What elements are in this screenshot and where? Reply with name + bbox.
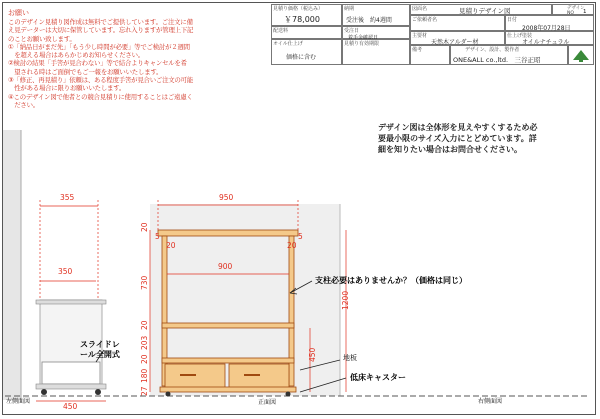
left-view-label: 左側面図	[6, 398, 31, 405]
notice-line: え見データーは大切に保管しています。忘れ入りますが管理上下記	[8, 26, 194, 35]
panel-r-label: 20	[287, 241, 297, 250]
delivery-value: 受注後 約4週間	[346, 17, 392, 24]
left-wall	[3, 130, 21, 400]
caster-icon	[166, 392, 171, 397]
notice-line: のことお願い致します。	[8, 34, 76, 43]
order-label: 受注日	[344, 28, 360, 34]
pillar-question: 支柱必要はありませんか？（価格は同じ）	[315, 276, 467, 285]
date-label: 日付	[507, 17, 518, 23]
company-value: ONE&ALL co.,ltd. 三谷正昭	[453, 56, 541, 64]
stack-dim-label: 20	[140, 354, 149, 364]
finish-value: オイルナチュラル	[522, 39, 570, 46]
drawing-name-label: 図面名	[412, 6, 428, 12]
front-view-label: 正面図	[258, 399, 277, 406]
slide-rail-line-2: ール全開式	[80, 350, 120, 359]
price-label: 見積り価格（税込み）	[273, 6, 324, 12]
stack-dim-label: 203	[140, 335, 149, 350]
notice-line: 性がある場合に限りお願いいたします。	[8, 84, 126, 93]
delivery-label: 納期	[344, 6, 355, 12]
notice-line: 望される時はご面倒でもご一報をお願いいたします。	[8, 67, 163, 76]
material-label: 主要材	[412, 33, 428, 39]
side-depth-top-label: 355	[60, 193, 75, 202]
design-no-value: 1	[583, 9, 587, 15]
date-value: 2008年07月28日	[522, 25, 571, 32]
order-value: 着手金確認日	[348, 35, 379, 41]
caster-icon	[41, 389, 47, 395]
front-width-label: 950	[219, 193, 234, 202]
height-total-label: 1200	[341, 290, 350, 310]
notice-line: このデザイン見積り図作成は無料でご提供しています。ご注文に備	[8, 18, 193, 26]
design-note-line: 細を知りたい場合はお問合せください。	[378, 145, 522, 154]
stack-dim-label: 180	[140, 368, 149, 383]
side-drawer	[42, 362, 100, 384]
notice-line: ださい。	[8, 100, 39, 109]
right-view-label: 右側面図	[478, 398, 503, 405]
design-no-label: デザイン NO	[567, 6, 585, 16]
side-depth-bottom-label: 450	[63, 402, 78, 411]
side-thick-right-label: 5	[298, 232, 303, 241]
drawing-name-value: 見積りデザイン図	[459, 7, 511, 15]
notice-line: ④このデザイン図で他者との競合見積りに使用することはご遠慮く	[8, 92, 193, 101]
notice-line: ②検討の結果「手筈が見合わない」等で結合よりキャンセルを希	[8, 59, 187, 68]
shipping-label: 配送料	[273, 28, 289, 34]
stack-dim-label: 20	[140, 320, 149, 330]
stack-dim-label: 20	[140, 222, 149, 232]
finish-label: 仕上げ塗装	[507, 33, 533, 39]
customer-label: ご依頼者名	[412, 17, 438, 23]
company-label: デザイン、設計、製作者	[465, 47, 520, 53]
low-caster-label: 低床キャスター	[350, 373, 406, 382]
design-note-line: 要最小限のサイズ入力にとどめています。詳	[378, 134, 537, 143]
validity-label: 見積り有効期限	[344, 41, 380, 47]
panel-l-label: 20	[166, 241, 176, 250]
notice-line: ①「納品日がまだ先」「もう少し時間が必要」等でご検討が２週間	[8, 42, 190, 51]
side-thick-left-label: 5	[155, 232, 160, 241]
oil-value: 価格に含む	[286, 54, 317, 61]
side-depth-inner-label: 350	[58, 267, 73, 276]
caster-icon	[95, 389, 101, 395]
stack-dim-label: 730	[140, 275, 149, 290]
floor-board-label: 地板	[343, 354, 357, 362]
stack-dim-label: 27	[140, 386, 149, 396]
side-base	[36, 384, 106, 389]
oil-label: オイル仕上げ	[273, 41, 303, 47]
caster-icon	[286, 392, 291, 397]
slide-rail-line-1: スライドレ	[80, 340, 120, 349]
notice-line: を超える場合はあらかじめお知らせください。	[8, 51, 145, 60]
material-value: 天然木アルダー材	[431, 39, 479, 46]
notice-title: お願い	[8, 9, 29, 17]
front-inner-width-label: 900	[218, 262, 233, 271]
notice-line: ③「修正、再見積り」依頼は、ある程度手筈が見合いご注文の可能	[8, 76, 194, 85]
design-note-line: デザイン図は全体形を見えやすくするため必	[378, 123, 538, 132]
side-cabinet-top	[36, 300, 106, 304]
drawer-height-label: 450	[308, 347, 317, 362]
remarks-label: 備考	[412, 47, 423, 53]
price-value: ￥78,000	[284, 15, 320, 24]
